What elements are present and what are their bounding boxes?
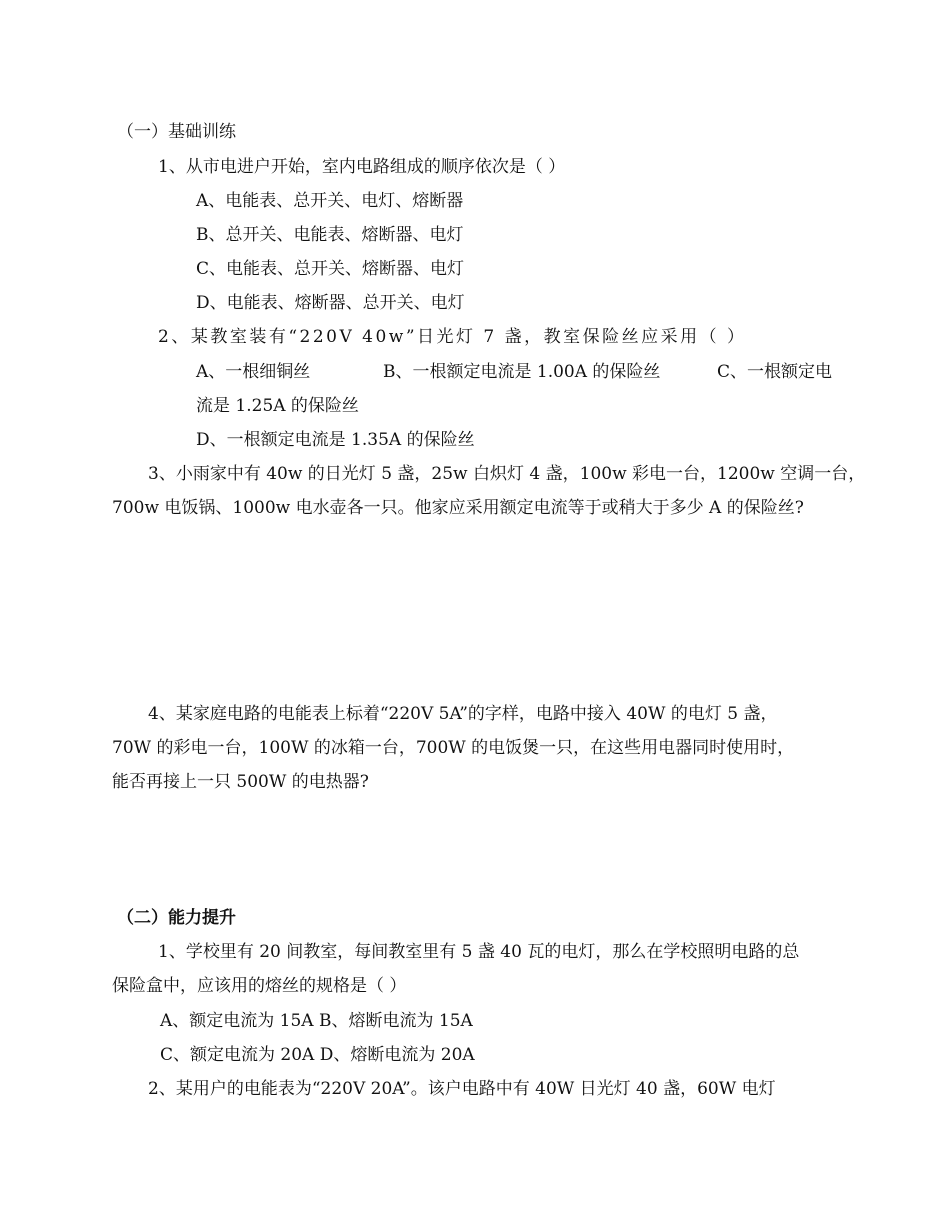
question-1-option-b: B、总开关、电能表、熔断器、电灯: [196, 225, 464, 245]
question-1-option-d: D、电能表、熔断器、总开关、电灯: [196, 293, 465, 313]
question-1-option-a: A、电能表、总开关、电灯、熔断器: [196, 191, 464, 211]
question-4-line-1: 4、某家庭电路的电能表上标着“220V 5A”的字样，电路中接入 40W 的电灯 5 盏，: [148, 704, 778, 724]
question-2-option-c: C、一根额定电: [717, 362, 833, 382]
question-1-stem: 1、从市电进户开始，室内电路组成的顺序依次是（ ）: [158, 157, 566, 177]
question-3-line-1: 3、小雨家中有 40w 的日光灯 5 盏，25w 白炽灯 4 盏，100w 彩电一台，1200w 空调一台，: [148, 464, 866, 484]
advanced-question-1-line-1: 1、学校里有 20 间教室，每间教室里有 5 盏 40 瓦的电灯，那么在学校照明电路的总: [158, 942, 800, 962]
question-2-option-a: A、一根细铜丝: [196, 362, 311, 382]
question-2-stem: 2、某教室装有“220V 40w”日光灯 7 盏，教室保险丝应采用（ ）: [158, 327, 747, 347]
advanced-question-1-options-row-1: A、额定电流为 15A B、熔断电流为 15A: [160, 1011, 473, 1031]
question-4-line-2: 70W 的彩电一台，100W 的冰箱一台，700W 的电饭煲一只，在这些用电器同时使用时，: [112, 738, 795, 758]
question-2-option-c-continued: 流是 1.25A 的保险丝: [196, 396, 359, 416]
section-heading-advanced: （二）能力提升: [117, 908, 236, 928]
section-heading-basic: （一）基础训练: [117, 122, 236, 142]
advanced-question-1-options-row-2: C、额定电流为 20A D、熔断电流为 20A: [160, 1045, 475, 1065]
question-2-option-b: B、一根额定电流是 1.00A 的保险丝: [383, 362, 661, 382]
advanced-question-1-line-2: 保险盒中，应该用的熔丝的规格是（ ）: [112, 976, 407, 996]
advanced-question-2-line-1: 2、某用户的电能表为“220V 20A”。该户电路中有 40W 日光灯 40 盏，60W 电灯: [148, 1079, 776, 1099]
question-2-option-d: D、一根额定电流是 1.35A 的保险丝: [196, 430, 475, 450]
question-3-line-2: 700w 电饭锅、1000w 电水壶各一只。他家应采用额定电流等于或稍大于多少 A 的保险丝?: [112, 498, 804, 518]
question-4-line-3: 能否再接上一只 500W 的电热器?: [112, 772, 369, 792]
question-1-option-c: C、电能表、总开关、熔断器、电灯: [196, 259, 465, 279]
